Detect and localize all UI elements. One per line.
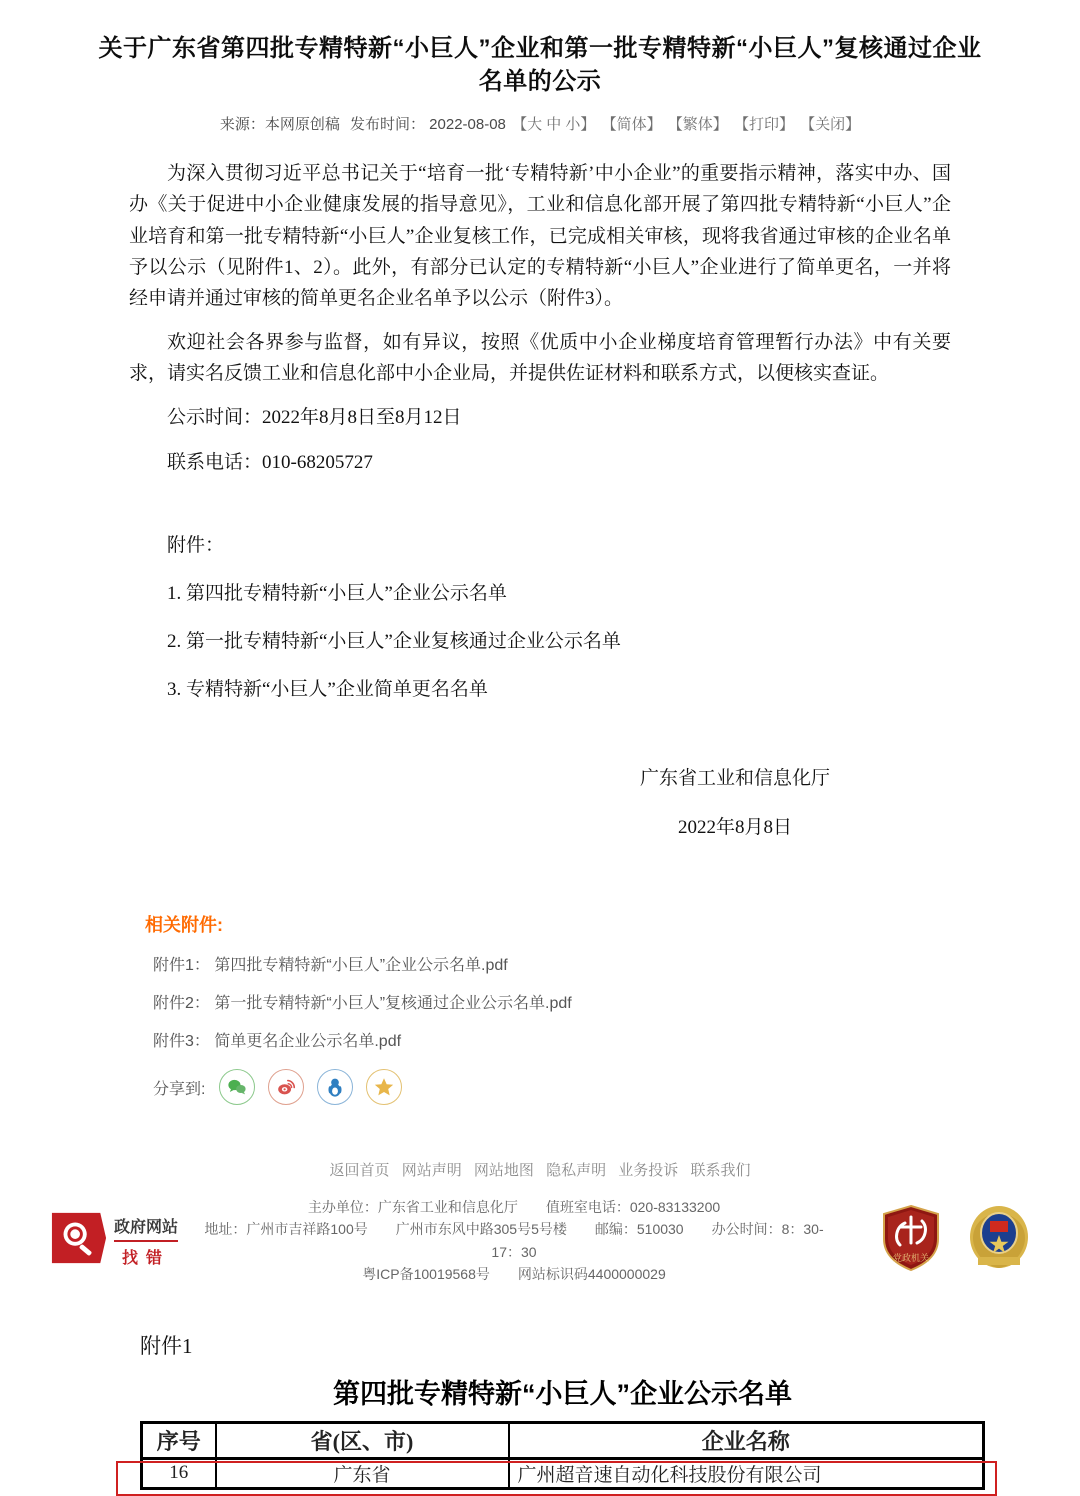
cell-province: 广东省	[216, 1458, 509, 1488]
article-body	[129, 158, 951, 839]
related-file-1	[153, 952, 1080, 975]
share-label: 分享到:	[153, 1080, 206, 1098]
related-file-2-label: 附件2：	[153, 995, 210, 1013]
footer-info-bar	[0, 1196, 1080, 1286]
related-attachments	[145, 911, 1080, 1105]
header-company: 企业名称	[509, 1422, 984, 1458]
related-file-2	[153, 990, 1080, 1013]
qq-icon[interactable]	[317, 1069, 353, 1105]
related-file-1-label: 附件1：	[153, 957, 210, 975]
paragraph-1: 为深入贯彻习近平总书记关于“培育一批‘专精特新’中小企业”的重要指示精神，落实中办、国办《关于促进中小企业健康发展的指导意见》，工业和信息化部开展了第四批专精特新“小巨人”企业培育和第一批专精特新“小巨人”企业复核工作，已完成相关审核，现将我省通过审核的企业名单予以公示（见附件1、2）。此外，有部分已认定的专精特新“小巨人”企业进行了简单更名，一并将经申请并通过审核的简单更名企业名单予以公示（附件3）。	[129, 163, 951, 309]
party-gov-badge-text: 党政机关	[892, 1253, 930, 1264]
annex-label: 附件1	[140, 1333, 193, 1358]
weibo-icon[interactable]	[268, 1069, 304, 1105]
footer-host-line: 主办单位：广东省工业和信息化厅 值班室电话：020-83133200	[307, 1199, 721, 1216]
nav-site-statement-link[interactable]: 网站声明	[401, 1162, 462, 1180]
related-file-3-link[interactable]: 简单更名企业公示名单.pdf	[214, 1033, 402, 1051]
footer-address-line: 地址：广州市吉祥路100号 广州市东风中路305号5号楼 邮编：510030 办公时间：8：30-17：30	[204, 1221, 824, 1260]
page-title: 关于广东省第四批专精特新“小巨人”企业和第一批专精特新“小巨人”复核通过企业名单的公示	[98, 35, 982, 96]
attachment-item-3: 3. 专精特新“小巨人”企业简单更名名单	[167, 679, 488, 701]
gov-logo-line2: 找错	[121, 1249, 170, 1267]
table-header-row	[142, 1422, 984, 1458]
annex-table-title: 第四批专精特新“小巨人”企业公示名单	[333, 1378, 792, 1409]
related-file-3	[153, 1028, 1080, 1051]
share-row	[153, 1069, 1080, 1105]
qzone-icon[interactable]	[366, 1069, 402, 1105]
nav-complaint-link[interactable]: 业务投诉	[618, 1162, 679, 1180]
footer-badges	[854, 1205, 1030, 1276]
footer-center-text	[204, 1196, 824, 1286]
notice-time: 公示时间：2022年8月8日至8月12日	[167, 407, 462, 429]
contact-phone: 联系电话：010-68205727	[167, 451, 373, 473]
attachments-label: 附件：	[167, 535, 225, 557]
related-file-3-label: 附件3：	[153, 1033, 210, 1051]
simplified-button[interactable]: 【简体】	[601, 116, 662, 134]
cell-company: 广州超音速自动化科技股份有限公司	[509, 1458, 984, 1488]
gov-logo-text	[114, 1214, 178, 1268]
close-button[interactable]: 【关闭】	[800, 116, 861, 134]
related-file-1-link[interactable]: 第四批专精特新“小巨人”企业公示名单.pdf	[214, 957, 508, 975]
gov-logo-line1: 政府网站	[114, 1214, 178, 1242]
cell-serial: 16	[142, 1458, 216, 1488]
traditional-button[interactable]: 【繁体】	[667, 116, 728, 134]
related-file-2-link[interactable]: 第一批专精特新“小巨人”复核通过企业公示名单.pdf	[214, 995, 572, 1013]
annex-table	[140, 1421, 985, 1490]
meta-publish-date: 发布时间： 2022-08-08	[350, 116, 506, 134]
magnifier-icon	[50, 1209, 108, 1272]
footer-nav	[0, 1159, 1080, 1180]
header-province: 省(区、市)	[216, 1422, 509, 1458]
article-meta	[0, 113, 1080, 134]
print-button[interactable]: 【打印】	[733, 116, 794, 134]
attachment-item-2: 2. 第一批专精特新“小巨人”企业复核通过企业公示名单	[167, 631, 621, 653]
signature-date: 2022年8月8日	[677, 817, 792, 839]
table-row	[142, 1458, 984, 1488]
font-size-control[interactable]: 【大 中 小】	[512, 116, 596, 134]
paragraph-2: 欢迎社会各界参与监督，如有异议，按照《优质中小企业梯度培育管理暂行办法》中有关要求，请实名反馈工业和信息化部中小企业局，并提供佐证材料和联系方式，以便核实查证。	[129, 332, 951, 385]
signer-name: 广东省工业和信息化厅	[639, 768, 830, 790]
footer-icp-line: 粤ICP备10019568号 网站标识码4400000029	[362, 1266, 666, 1283]
meta-source: 来源：本网原创稿	[219, 116, 340, 134]
header-serial: 序号	[142, 1422, 216, 1458]
party-gov-shield-icon[interactable]	[882, 1205, 940, 1276]
nav-sitemap-link[interactable]: 网站地图	[473, 1162, 534, 1180]
attachment-item-1: 1. 第四批专精特新“小巨人”企业公示名单	[167, 583, 507, 605]
annex-table-wrap	[140, 1421, 985, 1490]
site-error-report-logo[interactable]	[50, 1209, 178, 1272]
announcement-page	[0, 32, 1080, 1486]
signature-block	[615, 763, 855, 839]
related-attachments-heading: 相关附件:	[145, 915, 223, 936]
nav-privacy-link[interactable]: 隐私声明	[546, 1162, 607, 1180]
police-badge-icon[interactable]	[968, 1205, 1030, 1276]
annex-section	[140, 1330, 985, 1490]
nav-home-link[interactable]: 返回首页	[329, 1162, 390, 1180]
nav-contact-link[interactable]: 联系我们	[690, 1162, 751, 1180]
wechat-icon[interactable]	[219, 1069, 255, 1105]
